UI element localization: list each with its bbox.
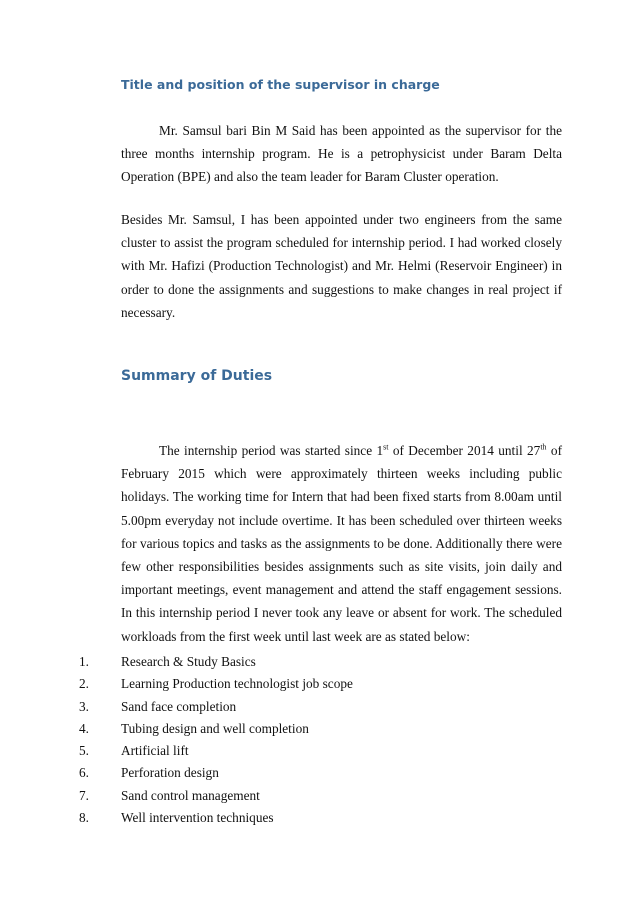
list-item-number: 8. — [79, 810, 89, 826]
list-item-number: 1. — [79, 654, 89, 669]
list-item-text: Artificial lift — [121, 743, 189, 759]
list-item — [79, 718, 353, 740]
supervisor-heading: Title and position of the supervisor in charge — [121, 77, 440, 92]
intro-text-part: of December 2014 until 27 — [388, 443, 541, 458]
duties-list — [79, 651, 353, 829]
list-item-number: 7. — [79, 787, 89, 803]
supervisor-paragraph: Mr. Samsul bari Bin M Said has been appointed as the supervisor for the three months internship program. He is a petrophysicist under Baram Delta Operation (BPE) and also the team leader for Baram Cluster operation. — [121, 123, 562, 185]
duties-heading: Summary of Duties — [121, 368, 273, 384]
list-item-text: Learning Production technologist job scope — [121, 676, 353, 692]
list-item — [79, 673, 353, 695]
superscript-th: th — [540, 442, 547, 452]
list-item — [79, 740, 353, 762]
list-item-number: 4. — [79, 720, 89, 736]
list-item-text: Tubing design and well completion — [121, 720, 309, 736]
list-item — [79, 785, 353, 807]
list-item — [79, 807, 353, 829]
list-item-text: Well intervention techniques — [121, 810, 274, 826]
list-item — [79, 762, 353, 784]
list-item-number: 2. — [79, 676, 89, 692]
list-item — [79, 651, 353, 673]
intro-text-part: of February 2015 which were approximately thirteen weeks including public holidays. The working time for Intern that had been fixed starts from 8.00am until 5.00pm everyday not include overtime. It has been scheduled over thirteen weeks for various topics and tasks as the assignments to be done. Additionally there were few other responsibilities besides assignments such as site visits, join daily and important meetings, event management and attend the staff engagement sessions. In this internship period I never took any leave or absent for work. The scheduled workloads from the first week until last week are as stated below: — [121, 443, 562, 644]
list-item-text: Sand face completion — [121, 698, 237, 714]
list-item-text: Research & Study Basics — [121, 654, 256, 669]
intro-text-part: The internship period was started since 1 — [159, 443, 384, 458]
list-item-text: Sand control management — [121, 787, 260, 803]
list-item-text: Perforation design — [121, 765, 219, 781]
engineers-paragraph: Besides Mr. Samsul, I has been appointed under two engineers from the same cluster to assist the program scheduled for internship period. I had worked closely with Mr. Hafizi (Production Technologist) and Mr. Helmi (Reservoir Engineer) in order to done the assignments and suggestions to make changes in real project if necessary. — [121, 212, 562, 320]
list-item-number: 6. — [79, 765, 89, 781]
duties-intro-paragraph — [121, 439, 562, 648]
list-item-number: 5. — [79, 743, 89, 759]
list-item — [79, 696, 353, 718]
list-item-number: 3. — [79, 698, 89, 714]
superscript-st: st — [383, 442, 389, 452]
